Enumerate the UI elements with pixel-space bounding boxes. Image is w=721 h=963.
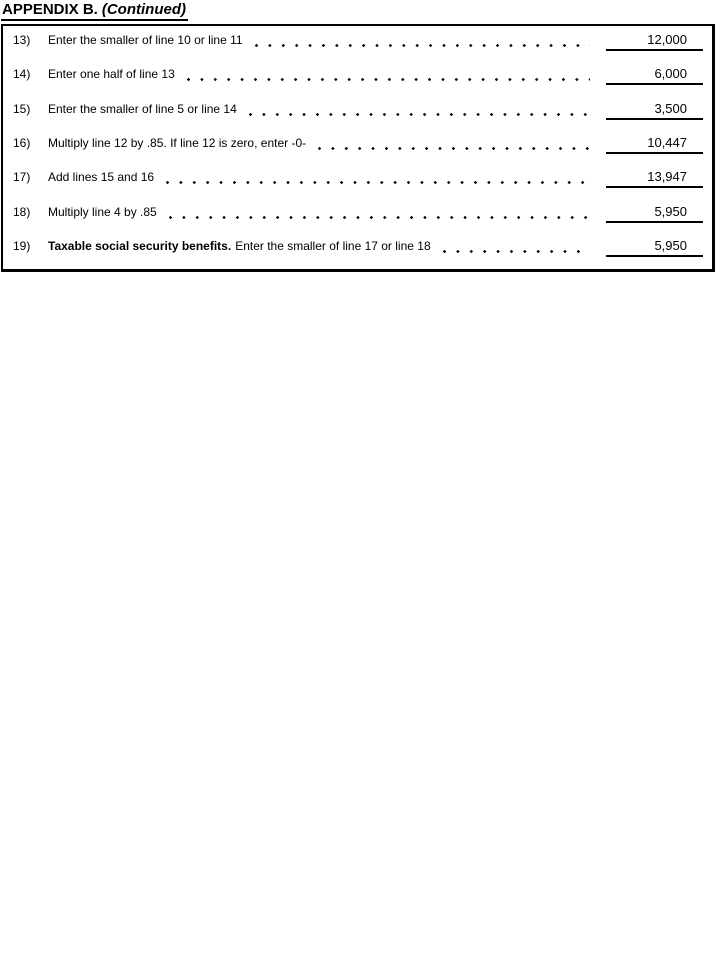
line-label — [48, 102, 237, 120]
dot-leader — [255, 44, 590, 47]
amount-field — [606, 135, 703, 154]
appendix-continued-label: (Continued) — [101, 1, 186, 18]
worksheet-row-18 — [3, 188, 712, 222]
line-number: 16) — [13, 135, 31, 150]
dot-leader — [318, 147, 590, 150]
line-label — [48, 239, 431, 257]
dot-leader — [169, 216, 590, 219]
appendix-heading — [1, 2, 188, 21]
amount-field — [606, 66, 703, 85]
amount-field — [606, 169, 703, 188]
amount-field — [606, 238, 703, 257]
dot-leader — [187, 78, 590, 81]
line-label — [48, 33, 243, 51]
amount-field — [606, 204, 703, 223]
amount-value: 3,500 — [654, 100, 687, 116]
worksheet-row-15 — [3, 85, 712, 119]
line-label-text: Add lines 15 and 16 — [48, 170, 155, 185]
line-number: 17) — [13, 170, 31, 185]
line-label-text: Enter the smaller of line 5 or line 14 — [48, 101, 237, 116]
line-number: 18) — [13, 204, 31, 219]
line-number: 19) — [13, 239, 31, 254]
amount-value: 6,000 — [654, 66, 687, 82]
amount-value: 5,950 — [654, 203, 687, 219]
worksheet-row-16 — [3, 120, 712, 154]
line-label-text: Enter the smaller of line 17 or line 18 — [235, 239, 431, 254]
line-label-bold: Taxable social security benefits. — [48, 239, 232, 254]
line-number: 14) — [13, 67, 31, 82]
worksheet-box — [1, 24, 715, 272]
line-number: 13) — [13, 32, 31, 47]
line-label-text: Enter the smaller of line 10 or line 11 — [48, 32, 243, 47]
amount-field — [606, 32, 703, 51]
amount-value: 5,950 — [654, 238, 687, 254]
worksheet-row-13 — [3, 26, 712, 51]
dot-leader — [249, 113, 590, 116]
line-label-text: Multiply line 4 by .85 — [48, 204, 157, 219]
line-label — [48, 67, 175, 85]
line-label-text: Multiply line 12 by .85. If line 12 is zero, enter -0- — [48, 135, 307, 150]
line-number: 15) — [13, 101, 31, 116]
dot-leader — [443, 250, 590, 253]
appendix-title: APPENDIX B. — [2, 1, 98, 18]
amount-value: 13,947 — [647, 169, 687, 185]
amount-value: 12,000 — [647, 31, 687, 47]
worksheet-row-14 — [3, 51, 712, 85]
line-label-text: Enter one half of line 13 — [48, 67, 175, 82]
line-label — [48, 205, 157, 223]
amount-value: 10,447 — [647, 134, 687, 150]
line-label — [48, 170, 154, 188]
worksheet-row-19 — [3, 223, 712, 257]
worksheet-row-17 — [3, 154, 712, 188]
dot-leader — [166, 181, 590, 184]
amount-field — [606, 101, 703, 120]
line-label — [48, 136, 306, 154]
